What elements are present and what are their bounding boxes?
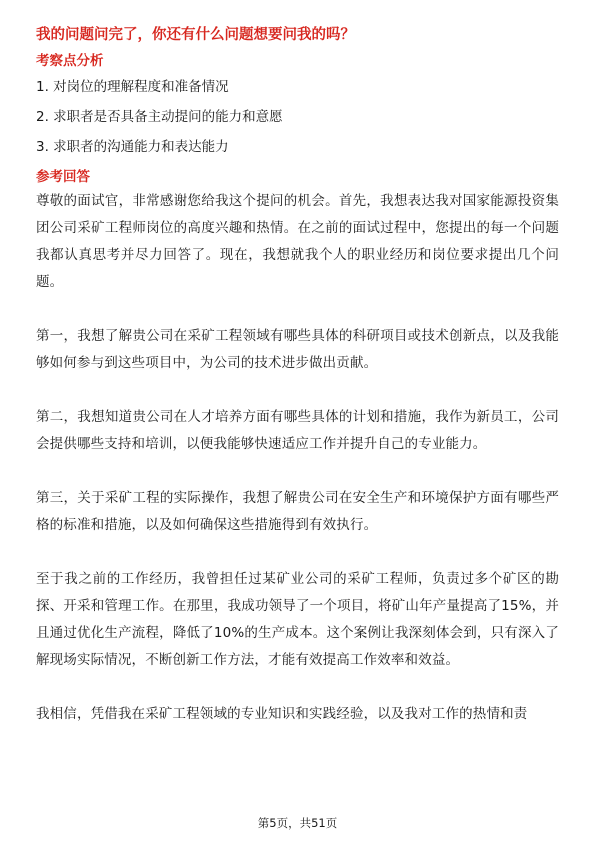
answer-paragraph: 第二，我想知道贵公司在人才培养方面有哪些具体的计划和措施，我作为新员工，公司会提供哪些支持和培训，以便我能够快速适应工作并提升自己的专业能力。 (36, 409, 559, 452)
question-heading: 我的问题问完了，你还有什么问题想要问我的吗？ (36, 27, 355, 43)
answer-paragraph: 第三，关于采矿工程的实际操作，我想了解贵公司在安全生产和环境保护方面有哪些严格的标准和措施，以及如何确保这些措施得到有效执行。 (36, 490, 559, 533)
analysis-point: 3. 求职者的沟通能力和表达能力 (36, 139, 229, 155)
answer-paragraph: 我相信，凭借我在采矿工程领域的专业知识和实践经验，以及我对工作的热情和责 (36, 706, 528, 722)
answer-title: 参考回答 (36, 169, 90, 185)
document-page (36, 24, 559, 728)
page-number: 第5页，共51页 (257, 816, 338, 830)
answer-paragraph: 第一，我想了解贵公司在采矿工程领域有哪些具体的科研项目或技术创新点，以及我能够如何参与到这些项目中，为公司的技术进步做出贡献。 (36, 328, 559, 371)
analysis-point: 2. 求职者是否具备主动提问的能力和意愿 (36, 109, 283, 125)
analysis-points (36, 72, 559, 162)
answer-paragraph: 尊敬的面试官，非常感谢您给我这个提问的机会。首先，我想表达我对国家能源投资集团公司采矿工程师岗位的高度兴趣和热情。在之前的面试过程中，您提出的每一个问题我都认真思考并尽力回答了。现在，我想就我个人的职业经历和岗位要求提出几个问题。 (36, 193, 559, 290)
analysis-title: 考察点分析 (36, 53, 104, 69)
analysis-point: 1. 对岗位的理解程度和准备情况 (36, 79, 229, 95)
answer-paragraph: 至于我之前的工作经历，我曾担任过某矿业公司的采矿工程师，负责过多个矿区的勘探、开采和管理工作。在那里，我成功领导了一个项目，将矿山年产量提高了15%，并且通过优化生产流程，降低了10%的生产成本。这个案例让我深刻体会到，只有深入了解现场实际情况，不断创新工作方法，才能有效提高工作效率和效益。 (36, 571, 559, 668)
answer-body (36, 188, 559, 728)
